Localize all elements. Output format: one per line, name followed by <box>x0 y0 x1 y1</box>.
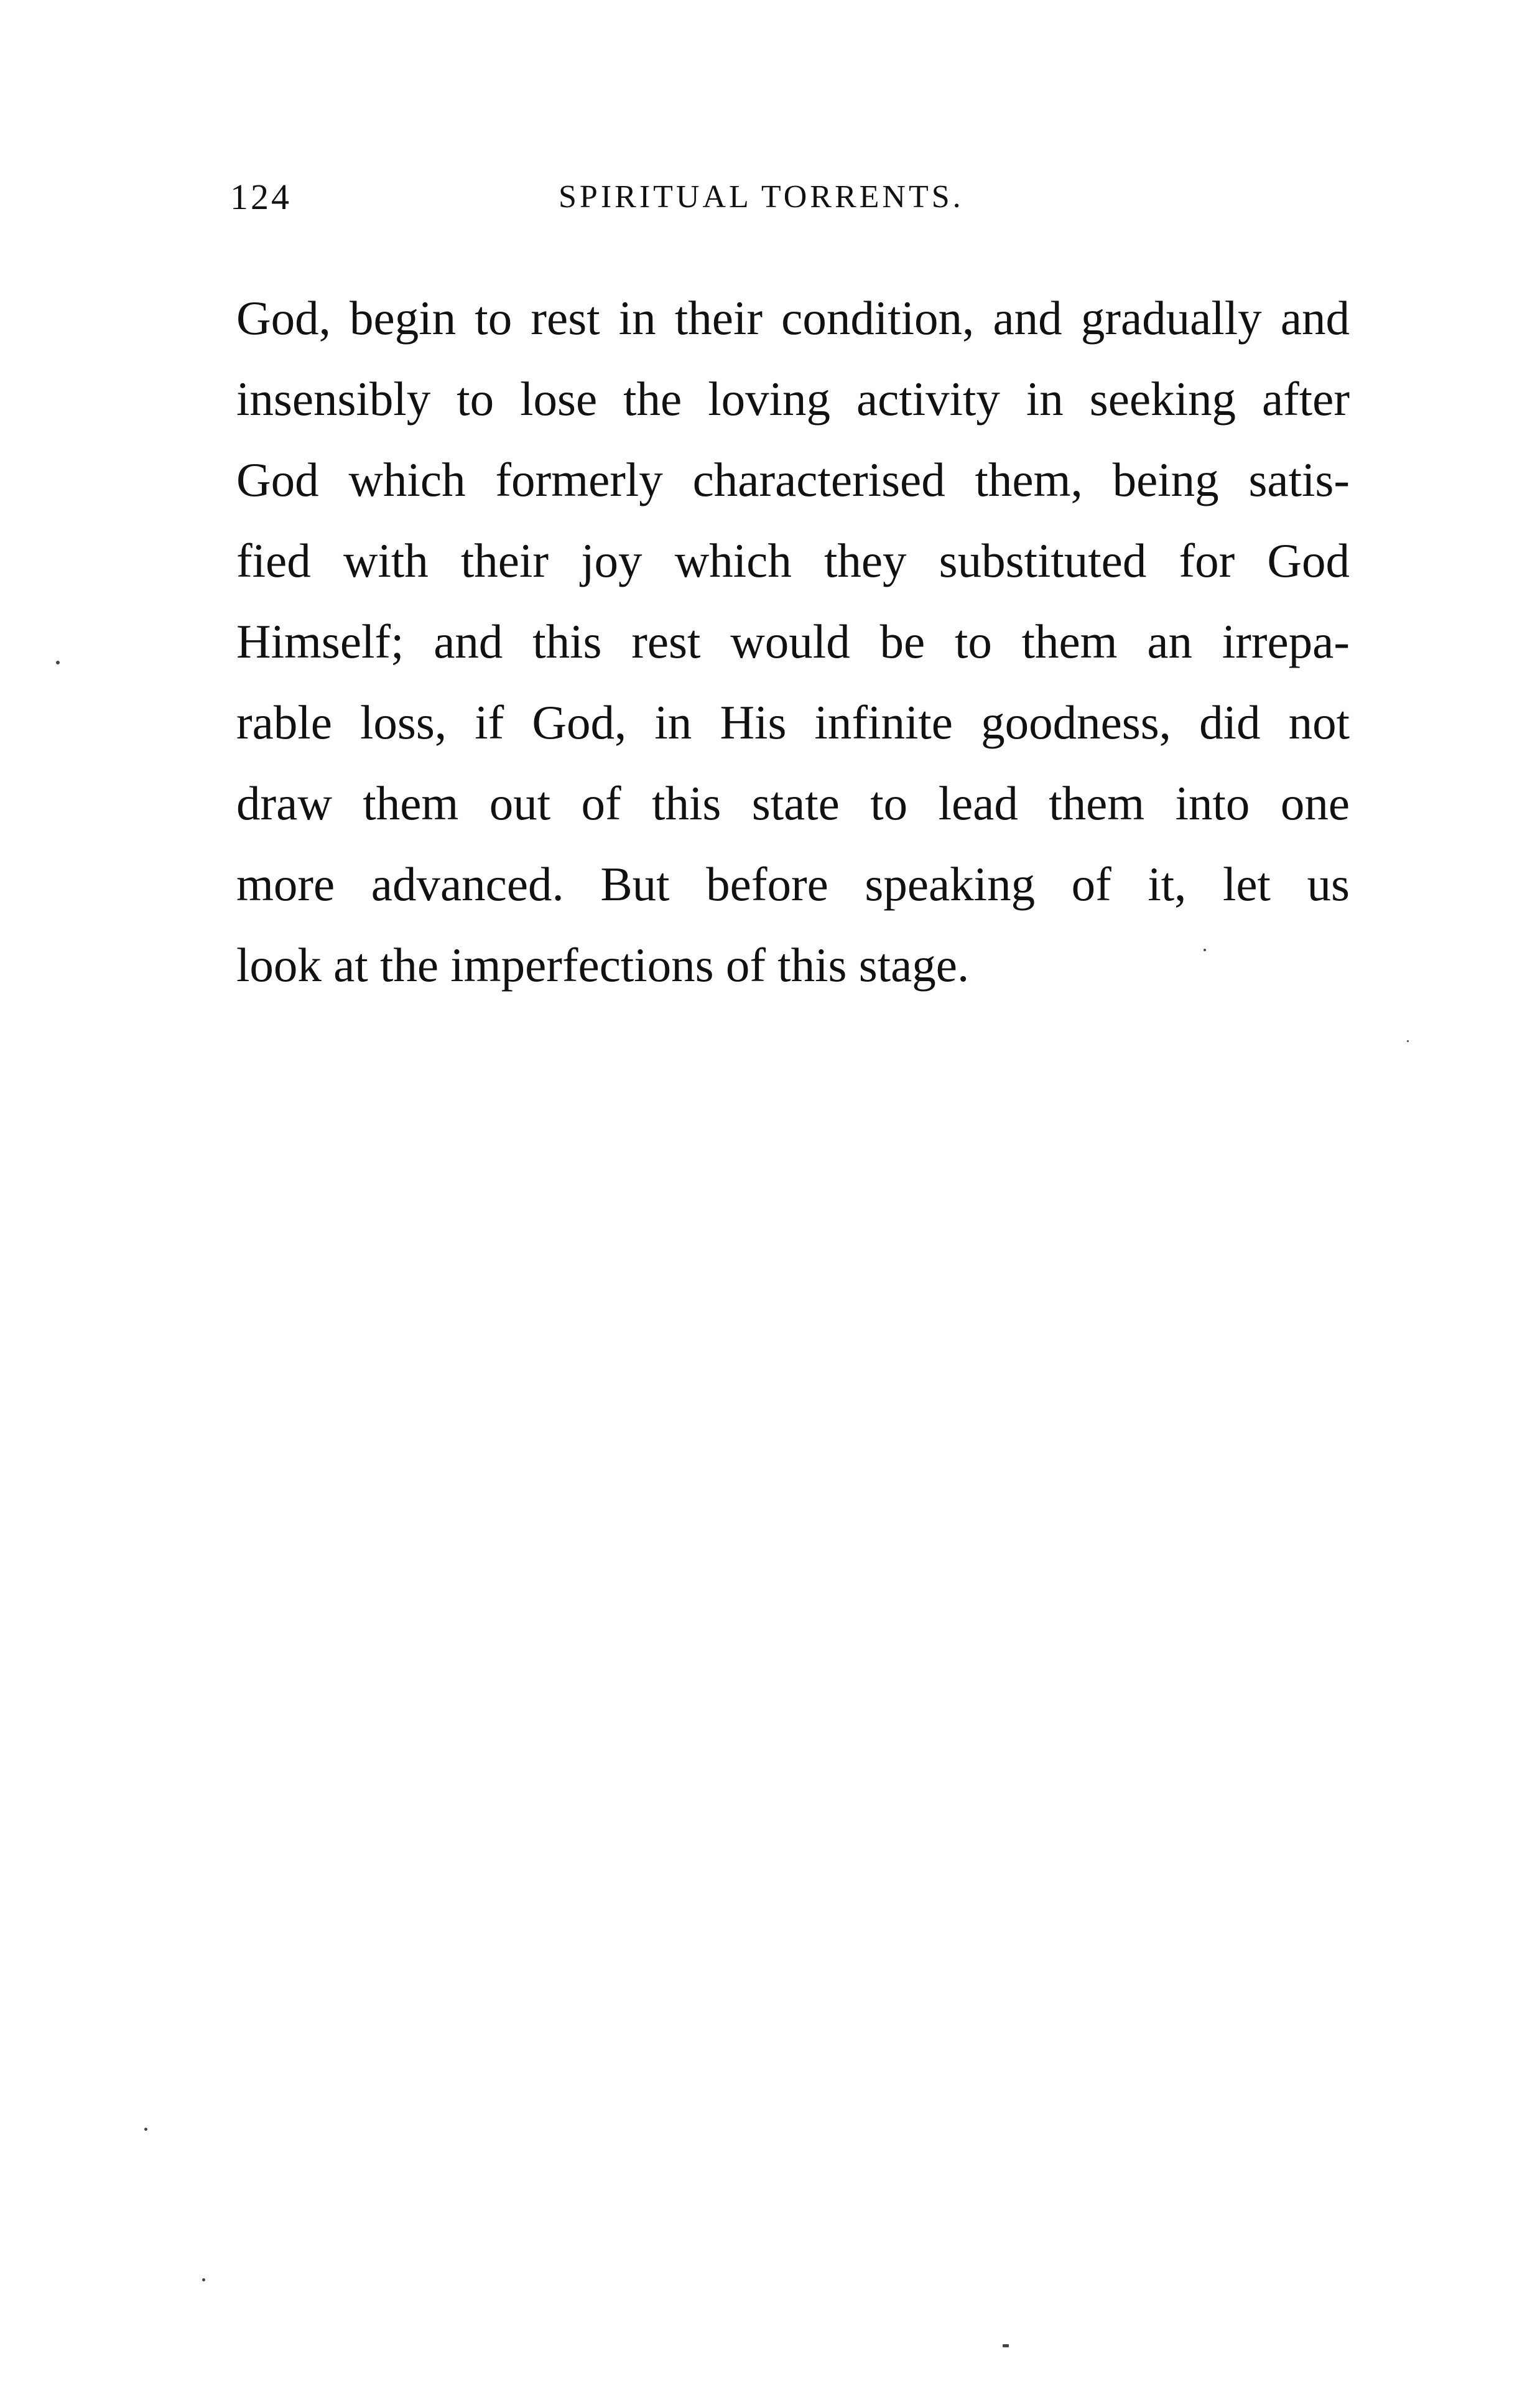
scan-speck <box>1407 1040 1409 1042</box>
text-line: God, begin to rest in their condition, and gradually and <box>236 291 1350 345</box>
page-number: 124 <box>230 177 292 217</box>
text-line: draw them out of this state to lead them into one <box>236 776 1350 830</box>
body-paragraph <box>236 277 1350 1005</box>
text-line: Himself; and this rest would be to them an irrepa- <box>236 615 1350 668</box>
scan-speck <box>56 661 60 664</box>
scan-speck <box>202 2278 205 2281</box>
running-title: SPIRITUAL TORRENTS. <box>559 179 964 215</box>
scan-speck <box>1204 949 1206 951</box>
scan-speck <box>1003 2344 1009 2347</box>
text-line: look at the imperfections of this stage. <box>236 938 970 992</box>
text-line: God which formerly characterised them, being satis- <box>236 453 1350 506</box>
scan-speck <box>144 2128 147 2131</box>
running-head <box>230 175 1350 219</box>
text-line: rable loss, if God, in His infinite goodness, did not <box>236 696 1350 749</box>
text-line: fied with their joy which they substituted for God <box>236 534 1350 587</box>
text-line: more advanced. But before speaking of it, let us <box>236 857 1350 911</box>
text-line: insensibly to lose the loving activity in seeking after <box>236 372 1350 426</box>
